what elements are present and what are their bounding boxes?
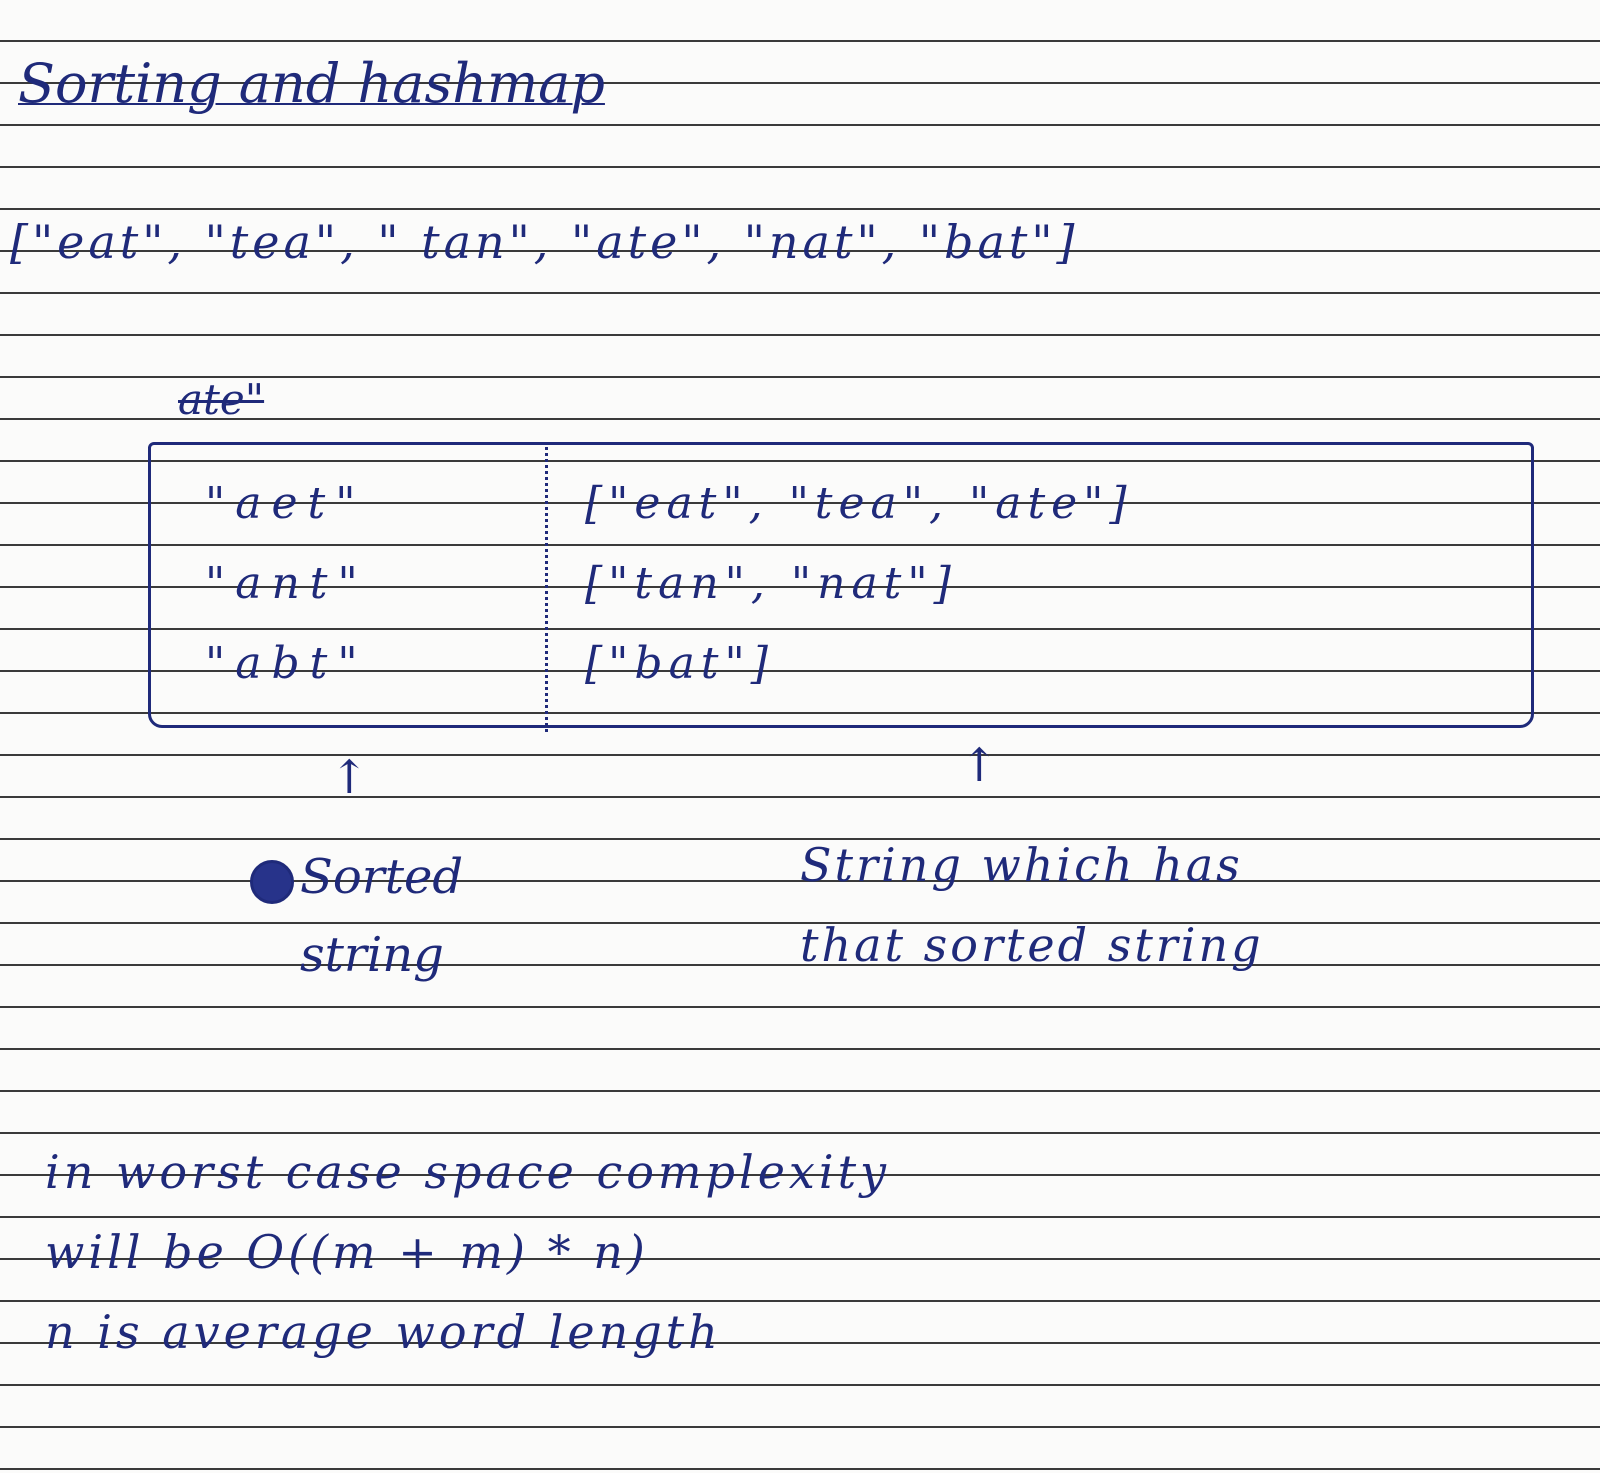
up-arrow-icon: ↑ bbox=[960, 738, 999, 792]
table-row-value: ["eat", "tea", "ate"] bbox=[585, 478, 1133, 529]
table-row-value: ["tan", "nat"] bbox=[585, 558, 957, 609]
note-line: will be O((m + m) * n) bbox=[45, 1225, 649, 1279]
crossed-out-word: ate" bbox=[178, 375, 265, 424]
input-array: ["eat", "tea", " tan", "ate", "nat", "bat"] bbox=[10, 215, 1079, 269]
page-title: Sorting and hashmap bbox=[18, 52, 605, 115]
table-row-value: ["bat"] bbox=[585, 638, 774, 689]
up-arrow-icon: ↑ bbox=[330, 750, 369, 804]
table-row-key: "aet" bbox=[205, 478, 366, 529]
table-row-key: "abt" bbox=[205, 638, 368, 689]
bullet-dot-icon bbox=[250, 860, 294, 904]
value-annotation: String which has that sorted string bbox=[800, 838, 1264, 972]
key-annotation: Sorted string bbox=[300, 849, 464, 983]
table-divider bbox=[545, 442, 550, 732]
note-line: in worst case space complexity bbox=[45, 1145, 891, 1199]
table-row-key: "ant" bbox=[205, 558, 368, 609]
note-line: n is average word length bbox=[45, 1305, 722, 1359]
